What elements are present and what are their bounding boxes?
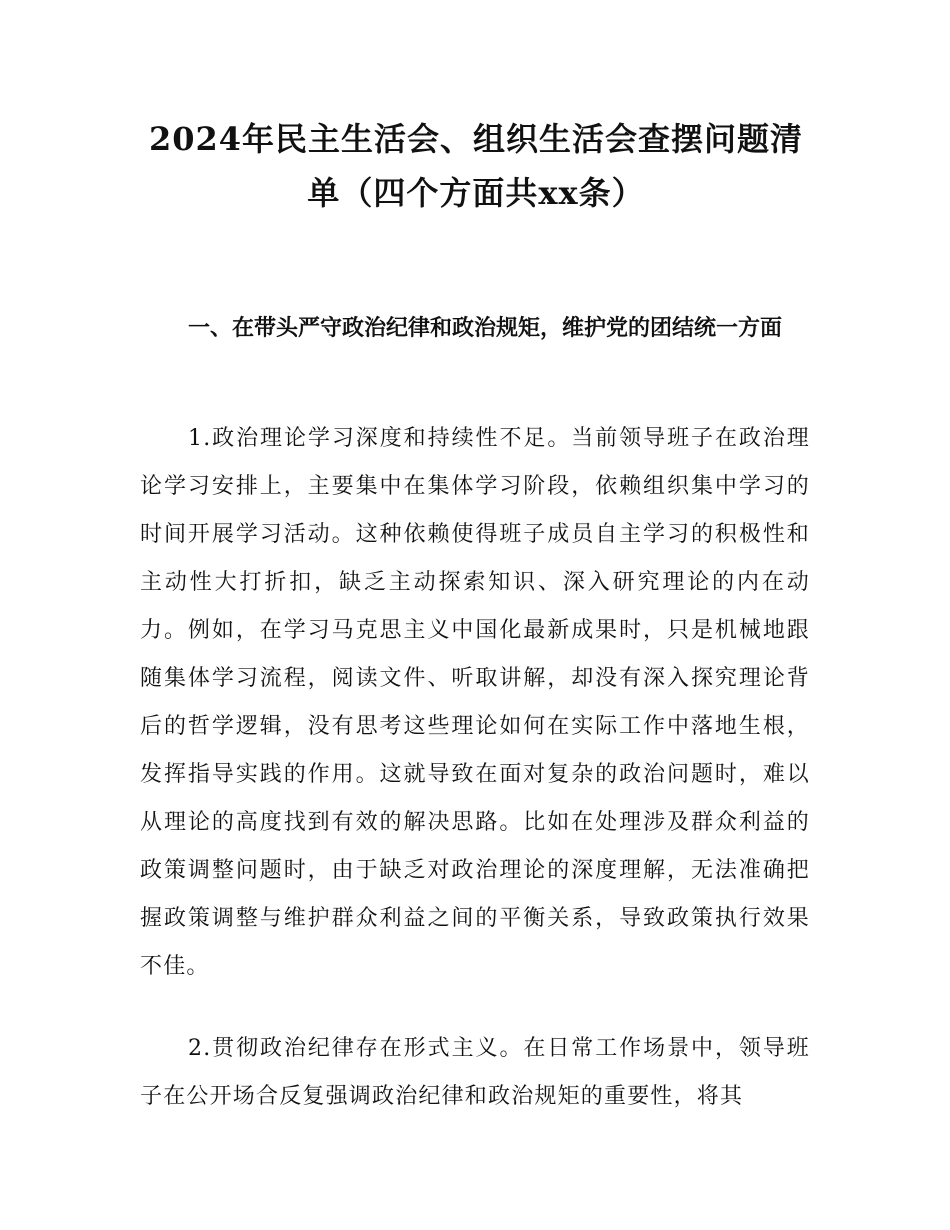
section-heading: 一、在带头严守政治纪律和政治规矩，维护党的团结统一方面	[188, 316, 783, 341]
document-title: 2024年民主生活会、组织生活会查摆问题清单（四个方面共xx条）	[148, 120, 804, 212]
paragraph-2: 2.贯彻政治纪律存在形式主义。在日常工作场景中，领导班子在公开场合反复强调政治纪律和政治规矩的重要性，将其	[140, 1036, 810, 1109]
paragraph-1: 1.政治理论学习深度和持续性不足。当前领导班子在政治理论学习安排上，主要集中在集体学习阶段，依赖组织集中学习的时间开展学习活动。这种依赖使得班子成员自主学习的积极性和主动性大打折扣，缺乏主动探索知识、深入研究理论的内在动力。例如，在学习马克思主义中国化最新成果时，只是机械地跟随集体学习流程，阅读文件、听取讲解，却没有深入探究理论背后的哲学逻辑，没有思考这些理论如何在实际工作中落地生根，发挥指导实践的作用。这就导致在面对复杂的政治问题时，难以从理论的高度找到有效的解决思路。比如在处理涉及群众利益的政策调整问题时，由于缺乏对政治理论的深度理解，无法准确把握政策调整与维护群众利益之间的平衡关系，导致政策执行效果不佳。	[140, 426, 810, 979]
